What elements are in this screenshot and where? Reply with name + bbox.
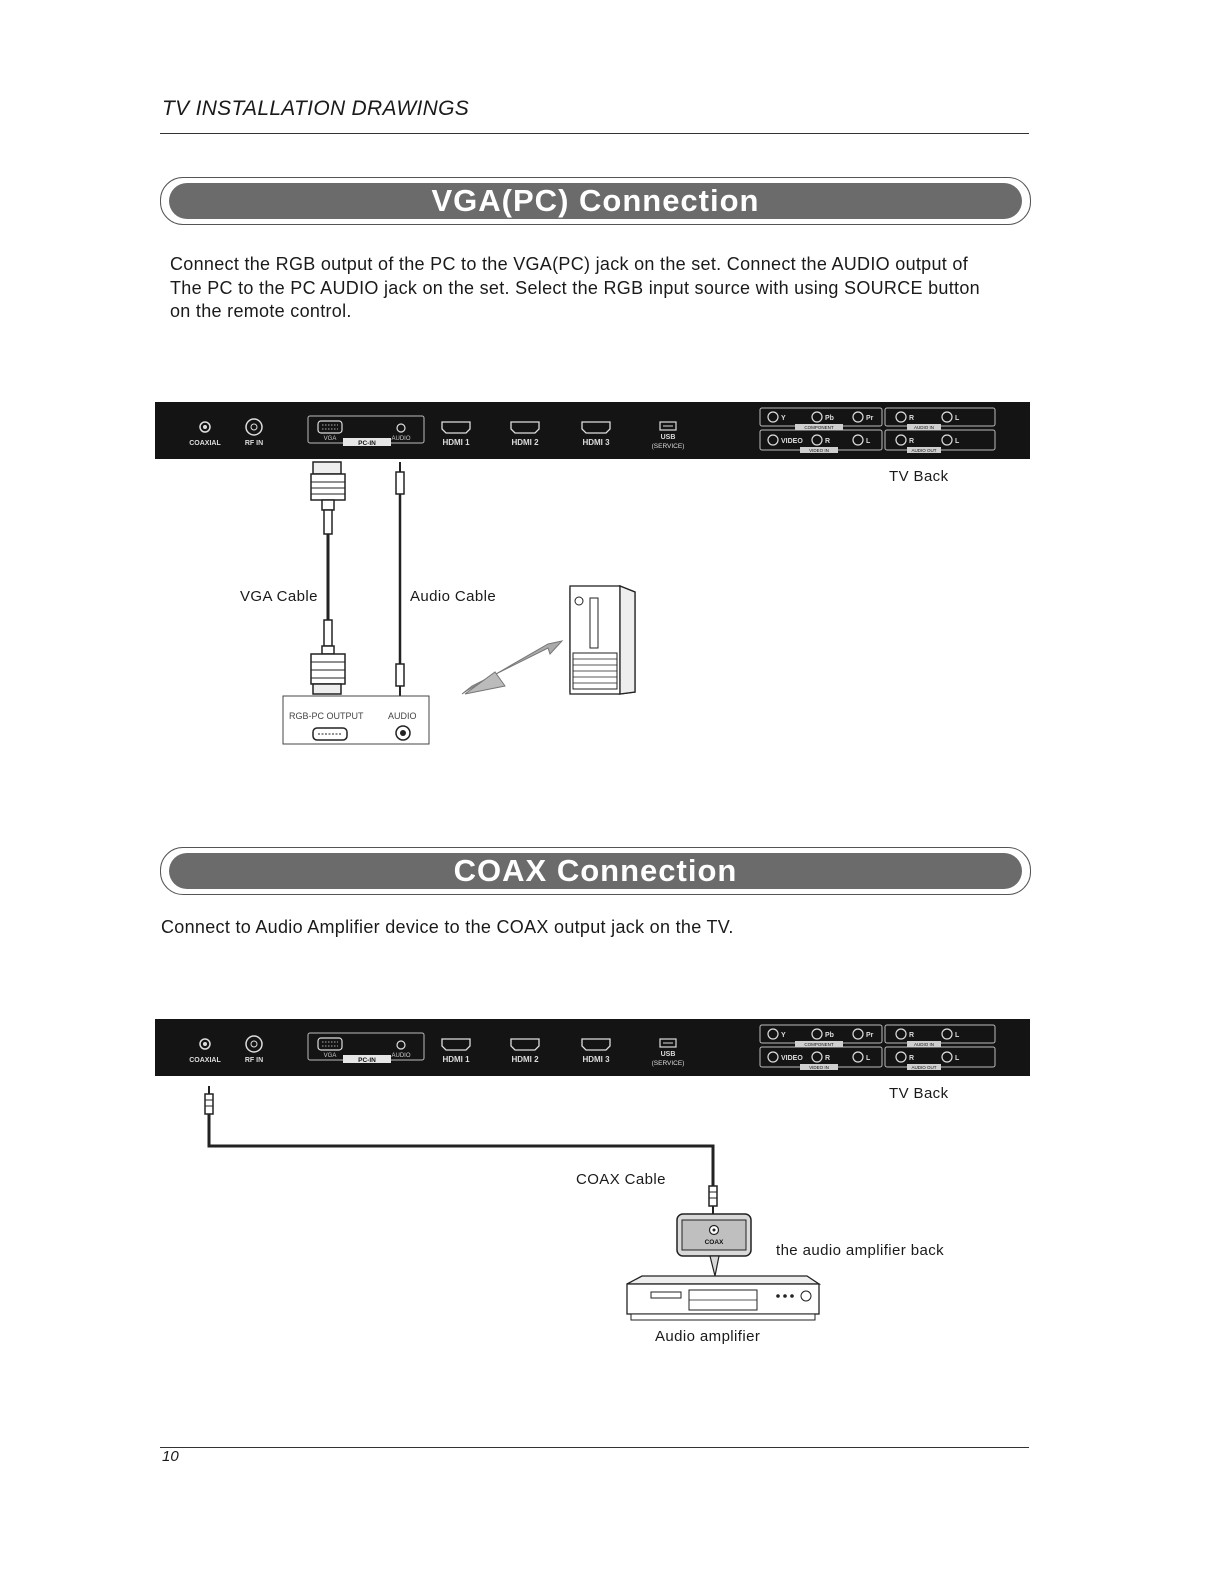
page-title: TV INSTALLATION DRAWINGS xyxy=(162,97,470,120)
vga-connector-top-icon xyxy=(311,462,345,534)
component-y-label: Y xyxy=(781,415,786,422)
pc-audio-port-label: AUDIO xyxy=(391,436,411,442)
coaxial-label: COAXIAL xyxy=(189,1057,221,1064)
vga-instruction-line-1: Connect the RGB output of the PC to the VGA(PC) jack on the set. Connect the AUDIO output of xyxy=(170,254,969,274)
video-label: VIDEO xyxy=(781,1055,803,1062)
audio-plug-bottom-icon xyxy=(396,664,404,696)
vga-instruction-line-3: on the remote control. xyxy=(170,301,352,321)
video-in-r-label: R xyxy=(825,1055,831,1062)
vga-section-heading: VGA(PC) Connection xyxy=(169,183,1022,219)
audio-out-l-label: L xyxy=(955,438,960,445)
pc-in-label: PC-IN xyxy=(358,440,376,447)
vga-instructions xyxy=(170,253,1070,324)
coax-plug-tv-icon xyxy=(205,1086,213,1114)
vga-section-banner xyxy=(160,177,1031,225)
audio-in-l-label: L xyxy=(955,415,960,422)
pc-audio-port-label: AUDIO xyxy=(391,1053,411,1059)
pc-tower-icon xyxy=(570,586,635,694)
audio-in-r-label: R xyxy=(909,415,915,422)
coaxial-label: COAXIAL xyxy=(189,440,221,447)
vga-port-label: VGA xyxy=(323,436,337,442)
header-rule xyxy=(160,133,1029,134)
usb-service-label: (SERVICE) xyxy=(651,1060,685,1067)
hdmi-2-label: HDMI 2 xyxy=(511,1055,539,1064)
rf-in-label: RF IN xyxy=(244,440,264,447)
video-in-l-label: L xyxy=(866,438,871,445)
video-in-l-label: L xyxy=(866,1055,871,1062)
coax-cable-label: COAX Cable xyxy=(576,1171,666,1188)
hdmi-3-label: HDMI 3 xyxy=(582,1055,610,1064)
video-in-r-label: R xyxy=(825,438,831,445)
audio-in-label: AUDIO IN xyxy=(913,1042,935,1047)
component-label: COMPONENT xyxy=(804,1042,834,1047)
coax-instruction: Connect to Audio Amplifier device to the COAX output jack on the TV. xyxy=(161,917,734,937)
audio-in-l-label: L xyxy=(955,1032,960,1039)
pc-audio-output-jack-icon xyxy=(396,726,410,740)
footer-rule xyxy=(160,1447,1029,1448)
rgb-pc-output-port-icon xyxy=(313,728,347,740)
audio-cable-label: Audio Cable xyxy=(410,588,497,605)
audio-out-r-label: R xyxy=(909,1055,915,1062)
video-in-label: VIDEO IN xyxy=(809,1065,829,1070)
usb-label: USB xyxy=(660,1051,676,1058)
audio-out-l-label: L xyxy=(955,1055,960,1062)
tv-back-panel-coax xyxy=(155,1019,1030,1076)
hdmi-3-label: HDMI 3 xyxy=(582,438,610,447)
vga-tv-back-label: TV Back xyxy=(889,468,949,485)
component-y-label: Y xyxy=(781,1032,786,1039)
audio-out-r-label: R xyxy=(909,438,915,445)
rf-in-label: RF IN xyxy=(244,1057,264,1064)
hdmi-2-label: HDMI 2 xyxy=(511,438,539,447)
audio-amplifier-label: Audio amplifier xyxy=(655,1328,761,1345)
arrow-icon xyxy=(462,641,562,694)
vga-instruction-line-2: The PC to the PC AUDIO jack on the set. Select the RGB input source with using SOURCE button xyxy=(170,277,980,298)
hdmi-1-label: HDMI 1 xyxy=(442,438,470,447)
hdmi-1-label: HDMI 1 xyxy=(442,1055,470,1064)
vga-connector-bottom-icon xyxy=(311,620,345,694)
component-pb-label: Pb xyxy=(825,1032,834,1039)
vga-cable-label: VGA Cable xyxy=(240,588,318,605)
audio-in-r-label: R xyxy=(909,1032,915,1039)
page-number: 10 xyxy=(162,1448,179,1465)
coax-plug-amp-icon xyxy=(709,1186,717,1214)
component-pb-label: Pb xyxy=(825,415,834,422)
coax-connection-diagram xyxy=(195,1080,835,1330)
audio-in-label: AUDIO IN xyxy=(913,425,935,430)
audio-out-label: AUDIO OUT xyxy=(911,448,937,453)
coax-section-banner xyxy=(160,847,1031,895)
pc-audio-output-label: AUDIO xyxy=(388,711,417,721)
audio-plug-top-icon xyxy=(396,462,404,494)
coax-tv-back-label: TV Back xyxy=(889,1085,949,1102)
rgb-pc-output-label: RGB-PC OUTPUT xyxy=(289,711,364,721)
video-in-label: VIDEO IN xyxy=(809,448,829,453)
component-pr-label: Pr xyxy=(866,1032,874,1039)
tv-back-panel-vga xyxy=(155,402,1030,459)
component-label: COMPONENT xyxy=(804,425,834,430)
video-label: VIDEO xyxy=(781,438,803,445)
audio-amplifier-icon xyxy=(627,1276,819,1320)
component-pr-label: Pr xyxy=(866,415,874,422)
usb-service-label: (SERVICE) xyxy=(651,443,685,450)
pc-in-label: PC-IN xyxy=(358,1057,376,1064)
coax-port-label: COAX xyxy=(704,1239,724,1246)
coax-jack-icon xyxy=(710,1226,719,1235)
vga-port-label: VGA xyxy=(323,1053,337,1059)
audio-out-label: AUDIO OUT xyxy=(911,1065,937,1070)
amplifier-back-label: the audio amplifier back xyxy=(776,1242,945,1259)
coax-section-heading: COAX Connection xyxy=(169,853,1022,889)
usb-label: USB xyxy=(660,434,676,441)
